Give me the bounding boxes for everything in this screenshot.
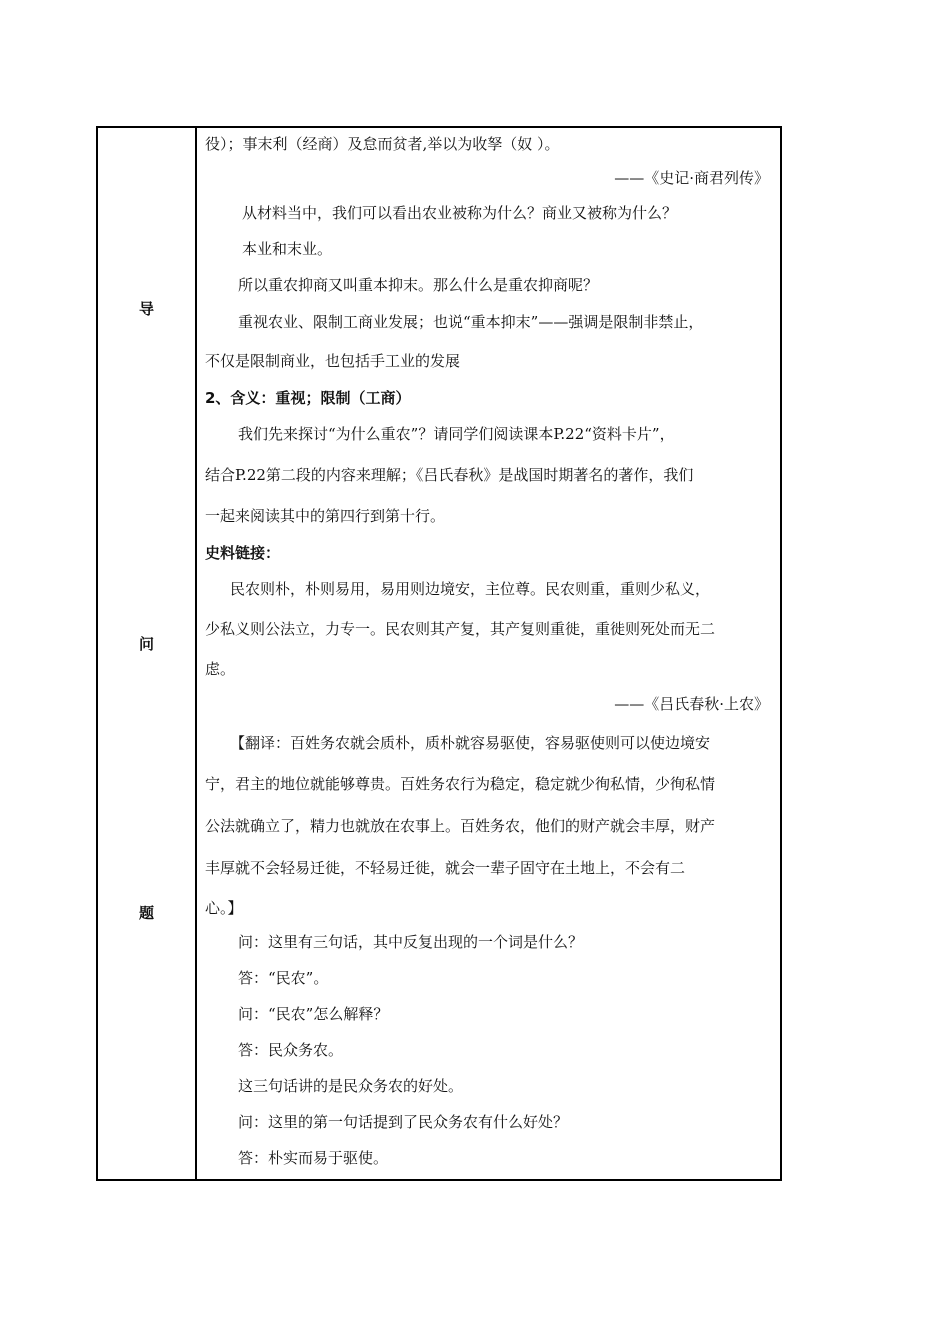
text-line: 虑。	[205, 660, 236, 678]
text-line: 从材料当中，我们可以看出农业被称为什么？商业又被称为什么？	[242, 204, 678, 222]
text-line: 役）；事末利（经商）及怠而贫者,举以为收孥（奴 ）。	[205, 135, 560, 153]
content-cell	[205, 128, 775, 1179]
text-line: 不仅是限制商业，也包括手工业的发展	[205, 352, 461, 370]
side-label-ti: 题	[138, 904, 154, 922]
citation: ——《吕氏春秋·上农》	[614, 695, 769, 713]
text-line: 问：这里的第一句话提到了民众务农有什么好处？	[238, 1113, 569, 1131]
lesson-table	[96, 126, 782, 1181]
text-line: 心。】	[205, 899, 243, 917]
text-line: 少私义则公法立，力专一。民农则其产复，其产复则重徙，重徙则死处而无二	[205, 620, 716, 638]
section-heading: 史料链接：	[205, 544, 281, 562]
text-line: 【翻译：百姓务农就会质朴，质朴就容易驱使，容易驱使则可以使边境安	[230, 734, 711, 752]
text-line: 重视农业、限制工商业发展；也说“重本抑末”——强调是限制非禁止，	[238, 313, 704, 331]
text-line: 一起来阅读其中的第四行到第十行。	[205, 507, 446, 525]
text-line: 民农则朴，朴则易用，易用则边境安，主位尊。民农则重，重则少私义，	[230, 580, 711, 598]
text-line: 丰厚就不会轻易迁徙，不轻易迁徙，就会一辈子固守在土地上，不会有二	[205, 859, 686, 877]
text-line: 答：朴实而易于驱使。	[238, 1149, 389, 1167]
text-line: 这三句话讲的是民众务农的好处。	[238, 1077, 464, 1095]
text-line: 我们先来探讨“为什么重农”？请同学们阅读课本P.22“资料卡片”，	[238, 425, 675, 443]
text-line: 宁，君主的地位就能够尊贵。百姓务农行为稳定，稳定就少徇私情，少徇私情	[205, 775, 716, 793]
text-line: 答：民众务农。	[238, 1041, 344, 1059]
text-line: 答：“民农”。	[238, 969, 329, 987]
text-line: 问：这里有三句话，其中反复出现的一个词是什么？	[238, 933, 584, 951]
text-line: 公法就确立了，精力也就放在农事上。百姓务农，他们的财产就会丰厚，财产	[205, 817, 716, 835]
text-line: 结合P.22第二段的内容来理解；《吕氏春秋》是战国时期著名的著作，我们	[205, 466, 694, 484]
citation: ——《史记·商君列传》	[614, 169, 769, 187]
text-line: 所以重农抑商又叫重本抑末。那么什么是重农抑商呢？	[238, 276, 599, 294]
side-label-dao: 导	[138, 300, 154, 318]
side-label-wen: 问	[138, 635, 154, 653]
column-divider	[195, 128, 197, 1179]
text-line: 问：“民农”怎么解释？	[238, 1005, 389, 1023]
section-heading: 2、含义：重视；限制（工商）	[205, 389, 411, 407]
text-line: 本业和末业。	[242, 240, 333, 258]
